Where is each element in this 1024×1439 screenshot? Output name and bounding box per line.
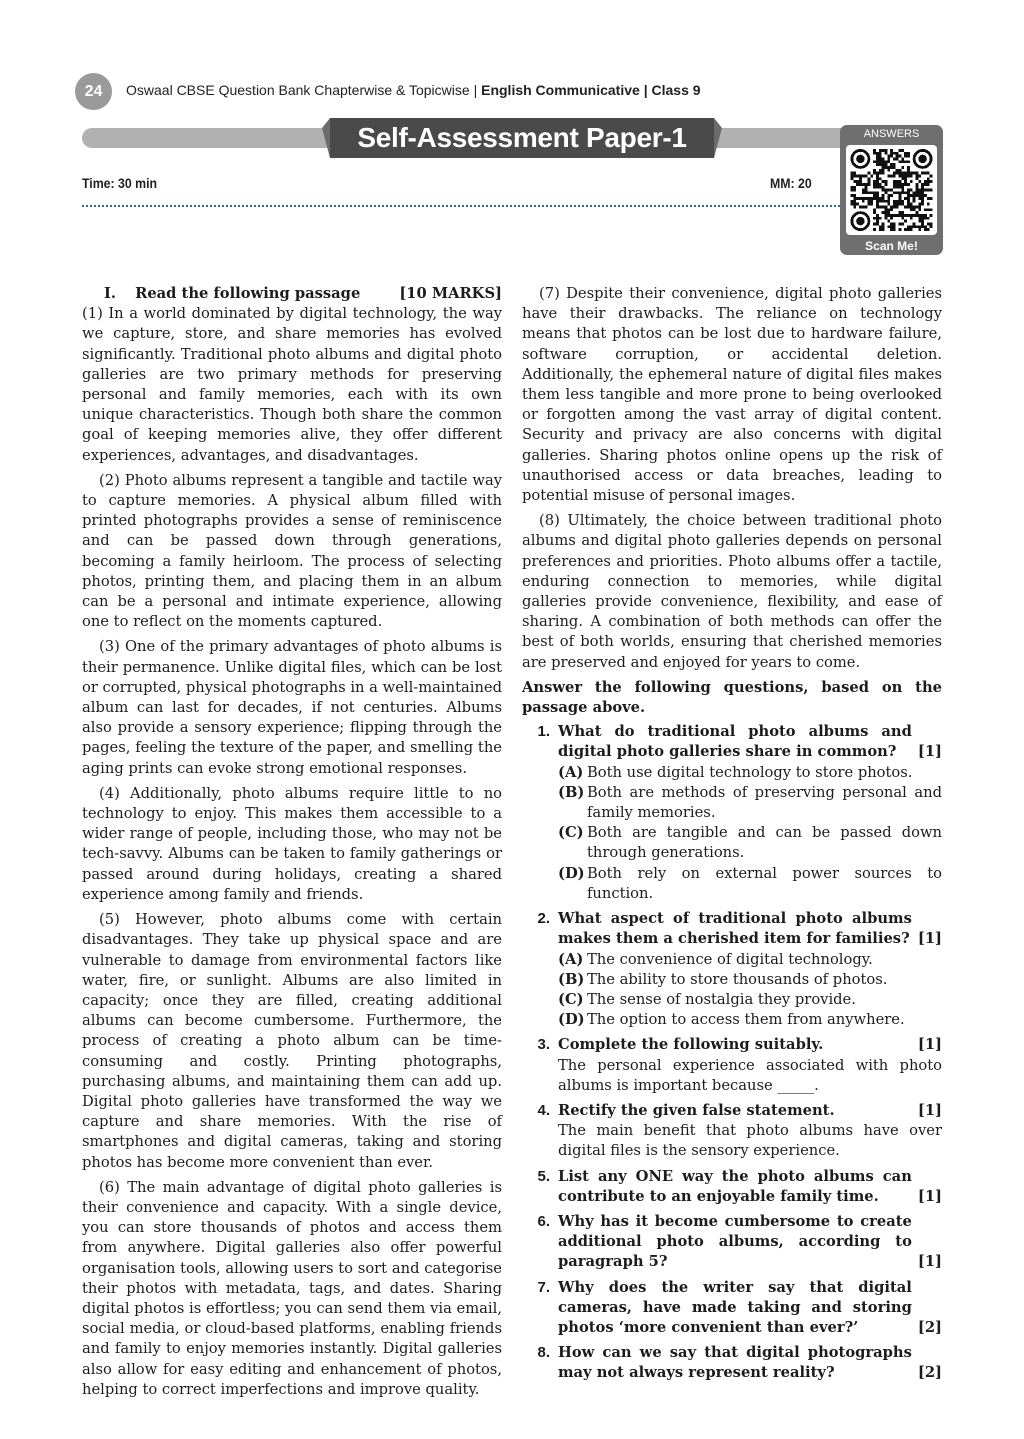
page-number-badge	[75, 73, 112, 110]
option-a	[558, 950, 942, 970]
option-c	[558, 990, 942, 1010]
option-text: Both are methods of preserving personal and family memories.	[587, 783, 942, 822]
passage-paragraph-2: (2) Photo albums represent a tangible and tactile way to capture memories. A physical album filled with printed photographs provides a sense of reminiscence and can be passed down through generations, becoming a family heirloom. The process of selecting photos, printing them, and placing them in an album can be a personal and intimate experience, allowing one to reflect on the moments captured.	[82, 471, 502, 631]
option-key: (A)	[558, 763, 584, 781]
question-number: 1.	[537, 723, 550, 741]
answers-qr-panel[interactable]	[840, 125, 943, 255]
option-key: (C)	[558, 824, 584, 842]
section-number: I.	[104, 285, 116, 302]
option-text: Both rely on external power sources to function.	[587, 864, 942, 902]
question-statement: The personal experience associated with photo albums is important because _____.	[558, 1056, 942, 1094]
question-item	[522, 1035, 942, 1096]
question-text: Why does the writer say that digital cameras, have made taking and storing photos ‘more convenient than ever?’	[558, 1278, 912, 1336]
option-text: Both are tangible and can be passed down through generations.	[587, 824, 942, 862]
question-text: What do traditional photo albums and digital photo galleries share in common?	[558, 723, 912, 761]
question-number: 7.	[537, 1278, 550, 1296]
question-marks: [1]	[917, 1187, 942, 1205]
passage-paragraph-3: (3) One of the primary advantages of photo albums is their permanence. Unlike digital files, which can be lost or corrupted, physical photographs in a well-maintained album can last for decades, if not centuries. Albums also provide a sensory experience; flipping through the pages, feeling the texture of the paper, and smelling the aging prints can evoke strong emotional responses.	[82, 638, 502, 777]
option-text: The sense of nostalgia they provide.	[587, 990, 856, 1008]
passage-paragraph-4: (4) Additionally, photo albums require little to no technology to enjoy. This makes them accessible to a wider range of people, including those, who may not be tech-savvy. Albums can be taken to family gatherings or passed around during holidays, creating a shared experience among family and friends.	[82, 784, 502, 903]
option-key: (C)	[558, 990, 584, 1008]
question-marks: [2]	[917, 1318, 942, 1336]
question-text: How can we say that digital photographs may not always represent reality?	[558, 1344, 912, 1382]
section-heading	[82, 284, 502, 304]
question-item	[522, 1343, 942, 1383]
question-text: Rectify the given false statement.	[558, 1101, 835, 1119]
title-bar-decoration	[710, 128, 842, 148]
question-number: 2.	[537, 910, 550, 928]
question-marks: [1]	[917, 1101, 942, 1119]
passage-paragraph-8: (8) Ultimately, the choice between traditional photo albums and digital photo galleries depends on personal preferences and priorities. Photo albums offer a tactile, enduring connection to memories, while digital galleries provide convenience, flexibility, and ease of sharing. A combination of both methods can offer the best of both worlds, ensuring that cherished memories are preserved and enjoyed for years to come.	[522, 512, 942, 671]
question-number: 8.	[537, 1344, 550, 1362]
option-text: The convenience of digital technology.	[587, 950, 873, 968]
option-text: The option to access them from anywhere.	[587, 1011, 905, 1029]
maximum-marks: MM: 20	[770, 175, 812, 191]
question-item	[522, 1167, 942, 1207]
question-item	[522, 1101, 942, 1162]
option-d	[558, 1010, 942, 1030]
page-number: 24	[84, 82, 103, 100]
question-text: Complete the following suitably.	[558, 1036, 824, 1054]
option-b	[558, 783, 942, 823]
subject: English Communicative	[481, 82, 640, 98]
paper-title	[330, 118, 714, 158]
qr-bottom-label: Scan Me!	[865, 239, 918, 253]
qr-top-label: ANSWERS	[863, 128, 920, 140]
question-text: Why has it become cumbersome to create additional photo albums, according to paragraph 5?	[558, 1212, 912, 1271]
passage-paragraph-1: (1) In a world dominated by digital technology, the way we capture, store, and share memories has evolved significantly. Traditional photo albums and digital photo galleries are two primary methods for preserving personal and family memories, each with its own unique characteristics. Though both share the common goal of keeping memories alive, they offer different experiences, advantages, and disadvantages.	[82, 305, 502, 464]
question-number: 4.	[537, 1101, 550, 1119]
qr-code-icon[interactable]	[846, 145, 937, 235]
dotted-divider	[82, 205, 840, 207]
option-text: The ability to store thousands of photos.	[587, 970, 888, 988]
option-key: (A)	[558, 950, 584, 968]
option-key: (D)	[558, 864, 585, 882]
left-column	[82, 284, 502, 1405]
question-marks: [1]	[917, 743, 942, 761]
option-key: (D)	[558, 1011, 585, 1029]
questions-instruction: Answer the following questions, based on the passage above.	[522, 678, 942, 717]
question-marks: [1]	[917, 1036, 942, 1054]
time-allowed: Time: 30 min	[82, 175, 158, 191]
section-title: Read the following passage	[135, 285, 361, 302]
passage-paragraph-5: (5) However, photo albums come with certain disadvantages. They take up physical space and are vulnerable to damage from environmental factors like water, fire, or sunlight. Albums are also limited in capacity; once they are filled, creating additional albums can become cumbersome. Furthermore, the process of creating a photo album can be time-consuming and costly. Printing photographs, purchasing albums, and maintaining them can add up. Digital photo galleries have transformed the way we capture and share memories. With the rise of smartphones and digital cameras, taking and storing photos has become more convenient than ever.	[82, 911, 502, 1171]
option-d	[558, 864, 942, 904]
question-marks: [2]	[917, 1364, 942, 1382]
question-text: List any ONE way the photo albums can contribute to an enjoyable family time.	[558, 1167, 912, 1205]
passage-paragraph-6: (6) The main advantage of digital photo galleries is their convenience and capacity. With a single device, you can store thousands of photos and access them from anywhere. Digital galleries also offer powerful organisation tools, allowing users to sort and categorise their photos with metadata, tags, and dates. Sharing digital photos is effortless; you can send them via email, social media, or cloud-based platforms, enabling friends and family to enjoy memories instantly. Digital galleries also allow for easy editing and enhancement of photos, helping to correct imperfections and improve quality.	[82, 1178, 502, 1398]
separator: |	[473, 82, 478, 98]
qr-finder-pattern	[852, 150, 869, 167]
option-c	[558, 823, 942, 863]
qr-finder-pattern	[852, 213, 869, 230]
question-item	[522, 909, 942, 1030]
question-number: 6.	[537, 1212, 550, 1230]
question-number: 5.	[537, 1167, 550, 1185]
question-item	[522, 722, 942, 904]
option-key: (B)	[558, 970, 585, 988]
question-number: 3.	[537, 1036, 550, 1054]
qr-finder-pattern	[914, 150, 931, 167]
option-key: (B)	[558, 783, 585, 801]
question-marks: [1]	[917, 1253, 942, 1271]
right-column	[522, 284, 942, 1389]
title-bar-decoration	[82, 128, 332, 148]
question-item	[522, 1278, 942, 1339]
option-b	[558, 970, 942, 990]
paper-title-text: Self-Assessment Paper-1	[357, 122, 687, 153]
qr-code-graphic	[850, 149, 933, 231]
question-text: What aspect of traditional photo albums makes them a cherished item for families?	[558, 910, 912, 948]
separator: |	[643, 82, 648, 98]
passage-paragraph-7: (7) Despite their convenience, digital photo galleries have their drawbacks. The reliance on technology means that photos can be lost due to hardware failure, software corruption, or accidental deletion. Additionally, the ephemeral nature of digital files makes them less tangible and more prone to being overlooked or forgotten among the vast array of digital content. Security and privacy are also concerns with digital galleries. Sharing photos online opens up the risk of unauthorised access or data breaches, leading to potential misuse of personal images.	[522, 285, 942, 505]
running-head	[126, 82, 701, 98]
option-a	[558, 763, 942, 783]
question-statement: The main benefit that photo albums have over digital files is the sensory experience.	[558, 1122, 942, 1160]
book-title: Oswaal CBSE Question Bank Chapterwise & Topicwise	[126, 82, 470, 98]
question-item	[522, 1212, 942, 1273]
section-marks: [10 MARKS]	[399, 285, 502, 302]
option-text: Both use digital technology to store photos.	[587, 763, 913, 781]
class-label: Class 9	[651, 82, 701, 98]
question-marks: [1]	[917, 930, 942, 948]
